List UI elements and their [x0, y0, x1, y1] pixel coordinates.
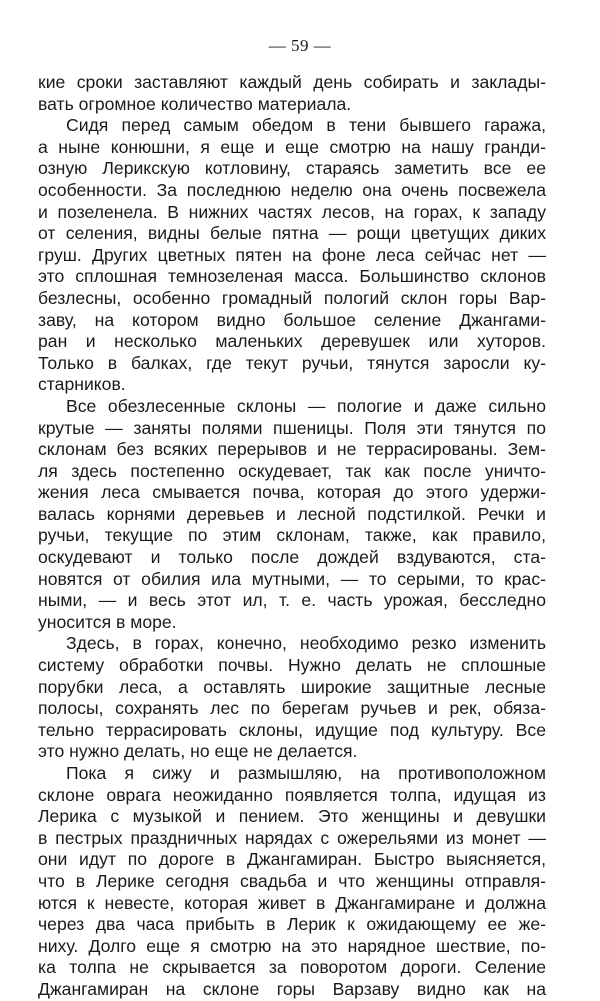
text-line: Пока я сижу и размышляю, на противоположном — [66, 763, 546, 783]
text-line: ран и несколько маленьких деревушек или хуторов. — [38, 331, 546, 352]
text-line: ручьи, текущие по этим склонам, также, как правило, — [38, 525, 546, 546]
text-line: в пестрых праздничных нарядах с ожерельями из монет — — [38, 827, 546, 848]
text-line: груш. Других цветных пятен на фоне леса сейчас нет — — [38, 244, 546, 265]
text-line: это нужно делать, но еще не делается. — [38, 741, 358, 762]
text-line: полосы, сохранять лес по берегам ручьев и рек, обяза- — [38, 698, 546, 719]
text-line: Сидя перед самым обедом в тени бывшего гаража, — [66, 115, 546, 136]
text-line: озную Лерикскую котловину, стараясь заметить все ее — [38, 158, 546, 179]
text-line: Здесь, в горах, конечно, необходимо резко изменить — [66, 633, 546, 654]
text-line: и позеленела. В нижних частях лесов, на горах, к западу — [38, 201, 546, 222]
text-line: от селения, видны белые пятна — рощи цветущих диких — [38, 223, 546, 244]
text-line: жения леса смывается почва, которая до этого удержи- — [38, 482, 546, 503]
text-line: оскудевают и только после дождей вздуваются, ста- — [38, 547, 546, 568]
text-line: они идут по дороге в Джангамиран. Быстро выясняется, — [38, 849, 546, 870]
text-line: особенности. За последнюю неделю она очень посвежела — [38, 179, 546, 200]
text-line: новятся от обилия ила мутными, — то серыми, то крас- — [38, 568, 546, 589]
text-line: склоне оврага неожиданно появляется толпа, идущая из — [38, 784, 546, 805]
text-line: ля здесь постепенно оскудевает, так как после уничто- — [38, 460, 546, 481]
text-line: Только в балках, где текут ручьи, тянутся заросли ку- — [38, 352, 546, 373]
text-line: ка толпа не скрывается за поворотом дороги. Селение — [38, 957, 546, 978]
text-line: безлесны, особенно громадный пологий склон горы Вар- — [38, 287, 546, 308]
text-line: Все обезлесенные склоны — пологие и даже сильно — [66, 395, 546, 416]
text-line: систему обработки почвы. Нужно делать не сплошные — [38, 655, 546, 676]
text-line: уносится в море. — [38, 611, 177, 632]
text-line: что в Лерике сегодня свадьба и что женщины отправля- — [38, 870, 546, 891]
text-line: Лерика с музыкой и пением. Это женщины и девушки — [38, 806, 546, 827]
text-line: а ныне конюшни, я еще и еще смотрю на нашу гранди- — [38, 136, 546, 157]
text-line: порубки леса, а оставлять широкие защитные лесные — [38, 676, 546, 697]
text-line: вать огромное количество материала. — [38, 93, 352, 114]
text-line: заву, на котором видно большое селение Джангами- — [38, 309, 546, 330]
page-number: — 59 — — [268, 36, 332, 55]
text-line: тельно террасировать склоны, идущие под культуру. Все — [38, 719, 546, 740]
text-line: ются к невесте, которая живет в Джангамиране и должна — [38, 892, 546, 913]
text-line: крутые — заняты полями пшеницы. Поля эти тянутся по — [38, 417, 546, 438]
text-line: это сплошная темнозеленая масса. Большинство склонов — [38, 266, 546, 287]
text-line: ными, — и весь этот ил, т. е. часть урожая, бесследно — [38, 590, 546, 611]
text-line: валась корнями деревьев и лесной подстилкой. Речки и — [38, 503, 546, 524]
text-line: старников. — [38, 374, 126, 395]
text-line: ниху. Долго еще я смотрю на это нарядное шествие, по- — [38, 935, 546, 956]
text-line: Джангамиран на склоне горы Варзаву видно как на — [38, 978, 546, 999]
text-line: через два часа прибыть в Лерик к ожидающему ее же- — [38, 914, 546, 935]
body-text — [38, 72, 546, 1001]
text-line: кие сроки заставляют каждый день собирать и заклады- — [38, 72, 546, 92]
text-line: склонам без всяких перерывов и не террасированы. Зем- — [38, 439, 546, 460]
